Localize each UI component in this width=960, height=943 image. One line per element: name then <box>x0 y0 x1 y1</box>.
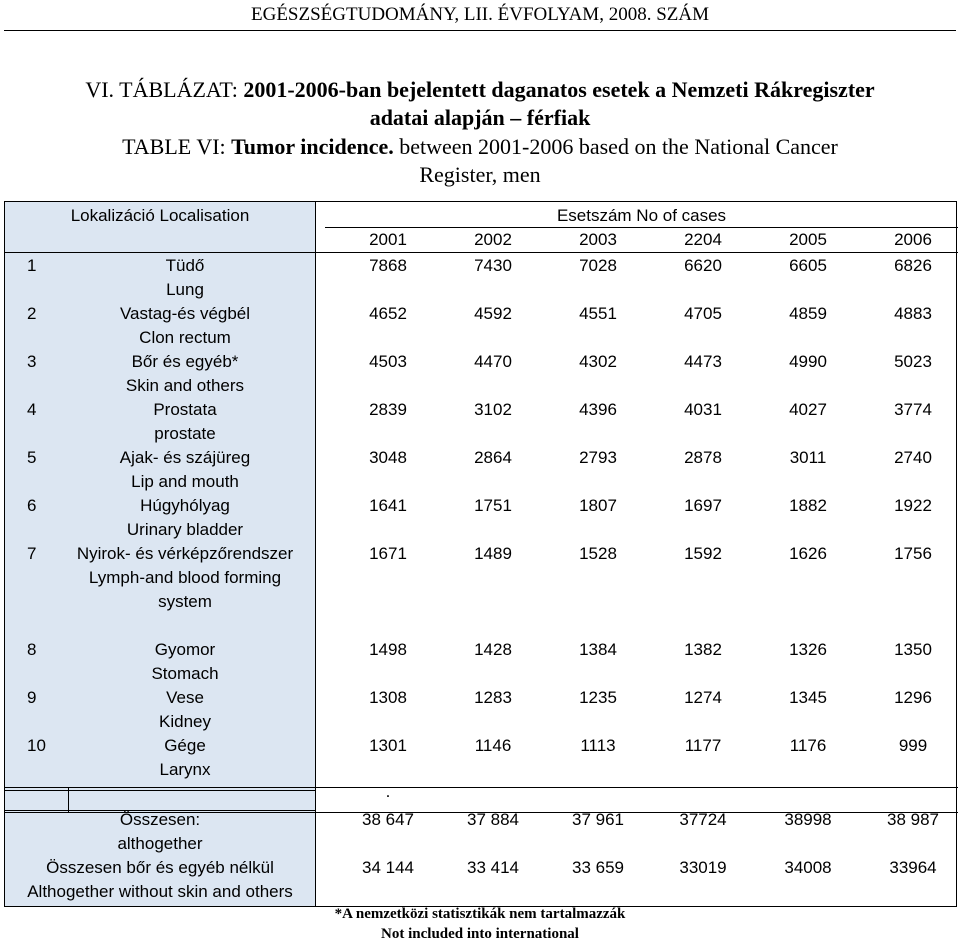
localisation-name: Clon rectum <box>139 328 231 347</box>
localisation-name: Bőr és egyéb* <box>131 352 239 371</box>
total-value: 37 961 <box>572 810 624 829</box>
case-count: 2864 <box>474 448 512 467</box>
case-count: 4470 <box>474 352 512 371</box>
total-label: althogether <box>117 834 203 853</box>
caption-english-line2 <box>0 161 960 189</box>
localisation-header: Lokalizáció Localisation <box>70 206 250 225</box>
case-count: 2839 <box>369 400 407 419</box>
case-count: 1882 <box>789 496 827 515</box>
row-number: 1 <box>27 256 37 275</box>
total-value: 33964 <box>889 858 937 877</box>
caption-hu-prefix: VI. TÁBLÁZAT: <box>85 77 244 102</box>
case-count: 1697 <box>684 496 722 515</box>
row-number: 8 <box>27 640 37 659</box>
case-count: 1308 <box>369 688 407 707</box>
footnote-hungarian: *A nemzetközi statisztikák nem tartalmazzák <box>334 906 626 922</box>
row-number: 5 <box>27 448 37 467</box>
case-count: 4990 <box>789 352 827 371</box>
localisation-name: Lung <box>166 280 204 299</box>
case-count: 4551 <box>579 304 617 323</box>
case-count: 1751 <box>474 496 512 515</box>
case-count: 1350 <box>894 640 932 659</box>
row-number: 4 <box>27 400 37 419</box>
years-divider <box>5 252 958 253</box>
total-value: 38998 <box>784 810 832 829</box>
year-header: 2001 <box>369 230 407 249</box>
journal-header: EGÉSZSÉGTUDOMÁNY, LII. ÉVFOLYAM, 2008. SZÁM <box>251 4 709 25</box>
localisation-name: prostate <box>154 424 216 443</box>
case-count: 1283 <box>474 688 512 707</box>
row-number: 9 <box>27 688 37 707</box>
caption-hu-title: 2001-2006-ban bejelentett daganatos esetek a Nemzeti Rákregiszter <box>243 77 875 102</box>
case-count: 1626 <box>789 544 827 563</box>
case-count: 1382 <box>684 640 722 659</box>
case-count: 6826 <box>894 256 932 275</box>
localisation-name: Gége <box>164 736 206 755</box>
case-count: 1807 <box>579 496 617 515</box>
case-count: 1384 <box>579 640 617 659</box>
case-count: 1296 <box>894 688 932 707</box>
case-count: 1301 <box>369 736 407 755</box>
total-value: 37 884 <box>467 810 519 829</box>
year-header: 2003 <box>579 230 617 249</box>
case-count: 1113 <box>580 736 616 755</box>
total-label: Althogether without skin and others <box>27 882 293 901</box>
caption-hu-title-line2: adatai alapján – férfiak <box>369 105 591 130</box>
case-count: 4503 <box>369 352 407 371</box>
case-count: 2793 <box>579 448 617 467</box>
year-header: 2002 <box>474 230 512 249</box>
total-value: 37724 <box>679 810 727 829</box>
case-count: 4592 <box>474 304 512 323</box>
case-count: 3048 <box>369 448 407 467</box>
cases-header: Esetszám No of cases <box>556 206 727 225</box>
case-count: 1528 <box>579 544 617 563</box>
localisation-name: Húgyhólyag <box>140 496 230 515</box>
total-value: 33019 <box>679 858 727 877</box>
total-value: 34 144 <box>362 858 414 877</box>
row-number: 7 <box>27 544 37 563</box>
caption-en-title-rest: between 2001-2006 based on the National Cancer <box>393 134 838 159</box>
case-count: 7868 <box>369 256 407 275</box>
localisation-name: Nyirok- és vérképzőrendszer <box>76 544 294 563</box>
total-value: 38 647 <box>362 810 414 829</box>
case-count: 4705 <box>684 304 722 323</box>
separator-mark: . <box>385 782 391 801</box>
case-count: 1176 <box>789 736 827 755</box>
total-label: Összesen: <box>119 810 201 829</box>
case-count: 4302 <box>579 352 617 371</box>
localisation-name: Kidney <box>159 712 211 731</box>
lymph-row-divider <box>5 787 958 788</box>
case-count: 4396 <box>579 400 617 419</box>
case-count: 7430 <box>474 256 512 275</box>
case-count: 1922 <box>894 496 932 515</box>
caption-hungarian-line1 <box>0 76 960 104</box>
total-value: 34008 <box>784 858 832 877</box>
year-header: 2006 <box>894 230 932 249</box>
case-count: 5023 <box>894 352 932 371</box>
localisation-name: Ajak- és szájüreg <box>119 448 251 467</box>
case-count: 1428 <box>474 640 512 659</box>
case-count: 4027 <box>789 400 827 419</box>
case-count: 1671 <box>369 544 407 563</box>
case-count: 1756 <box>894 544 932 563</box>
case-count: 3102 <box>474 400 512 419</box>
gap-row-top <box>5 790 315 791</box>
caption-en-title-bold: Tumor incidence. <box>231 134 394 159</box>
localisation-name: Lymph-and blood forming <box>88 568 282 587</box>
case-count: 1498 <box>369 640 407 659</box>
row-number: 2 <box>27 304 37 323</box>
row-number: 10 <box>27 736 46 755</box>
case-count: 4031 <box>684 400 722 419</box>
localisation-divider <box>315 202 316 906</box>
case-count: 4652 <box>369 304 407 323</box>
localisation-name: Vese <box>166 688 204 707</box>
case-count: 1592 <box>684 544 722 563</box>
localisation-name: Lip and mouth <box>131 472 239 491</box>
case-count: 6605 <box>789 256 827 275</box>
row-number: 6 <box>27 496 37 515</box>
case-count: 1274 <box>684 688 722 707</box>
localisation-name: Larynx <box>159 760 211 779</box>
case-count: 999 <box>898 736 928 755</box>
case-count: 1177 <box>684 736 722 755</box>
caption-en-title-line2: Register, men <box>419 162 541 187</box>
total-value: 33 659 <box>572 858 624 877</box>
localisation-name: Prostata <box>153 400 217 419</box>
row-number: 3 <box>27 352 37 371</box>
total-value: 38 987 <box>887 810 939 829</box>
localisation-name: Gyomor <box>154 640 216 659</box>
case-count: 2740 <box>894 448 932 467</box>
header-rule <box>4 30 956 31</box>
localisation-name: Skin and others <box>125 376 245 395</box>
case-count: 1489 <box>474 544 512 563</box>
year-header: 2204 <box>684 230 722 249</box>
localisation-name: Vastag-és végbél <box>119 304 251 323</box>
caption-hungarian-line2 <box>0 104 960 132</box>
case-count: 1326 <box>789 640 827 659</box>
case-count: 4883 <box>894 304 932 323</box>
localisation-name: Tüdő <box>165 256 205 275</box>
total-value: 33 414 <box>467 858 519 877</box>
footnote-english: Not included into international <box>381 926 579 942</box>
case-count: 4859 <box>789 304 827 323</box>
case-count: 1345 <box>789 688 827 707</box>
total-label: Összesen bőr és egyéb nélkül <box>46 858 274 877</box>
case-count: 3011 <box>789 448 827 467</box>
localisation-name: system <box>158 592 212 611</box>
case-count: 7028 <box>579 256 617 275</box>
cases-table <box>4 201 957 907</box>
case-count: 1641 <box>369 496 407 515</box>
case-count: 1146 <box>474 736 512 755</box>
caption-en-prefix: TABLE VI: <box>122 134 232 159</box>
case-count: 1235 <box>579 688 617 707</box>
case-count: 6620 <box>684 256 722 275</box>
localisation-name: Urinary bladder <box>126 520 244 539</box>
case-count: 4473 <box>684 352 722 371</box>
year-header: 2005 <box>789 230 827 249</box>
localisation-name: Stomach <box>151 664 219 683</box>
case-count: 3774 <box>894 400 932 419</box>
case-count: 2878 <box>684 448 722 467</box>
caption-english-line1 <box>0 133 960 161</box>
